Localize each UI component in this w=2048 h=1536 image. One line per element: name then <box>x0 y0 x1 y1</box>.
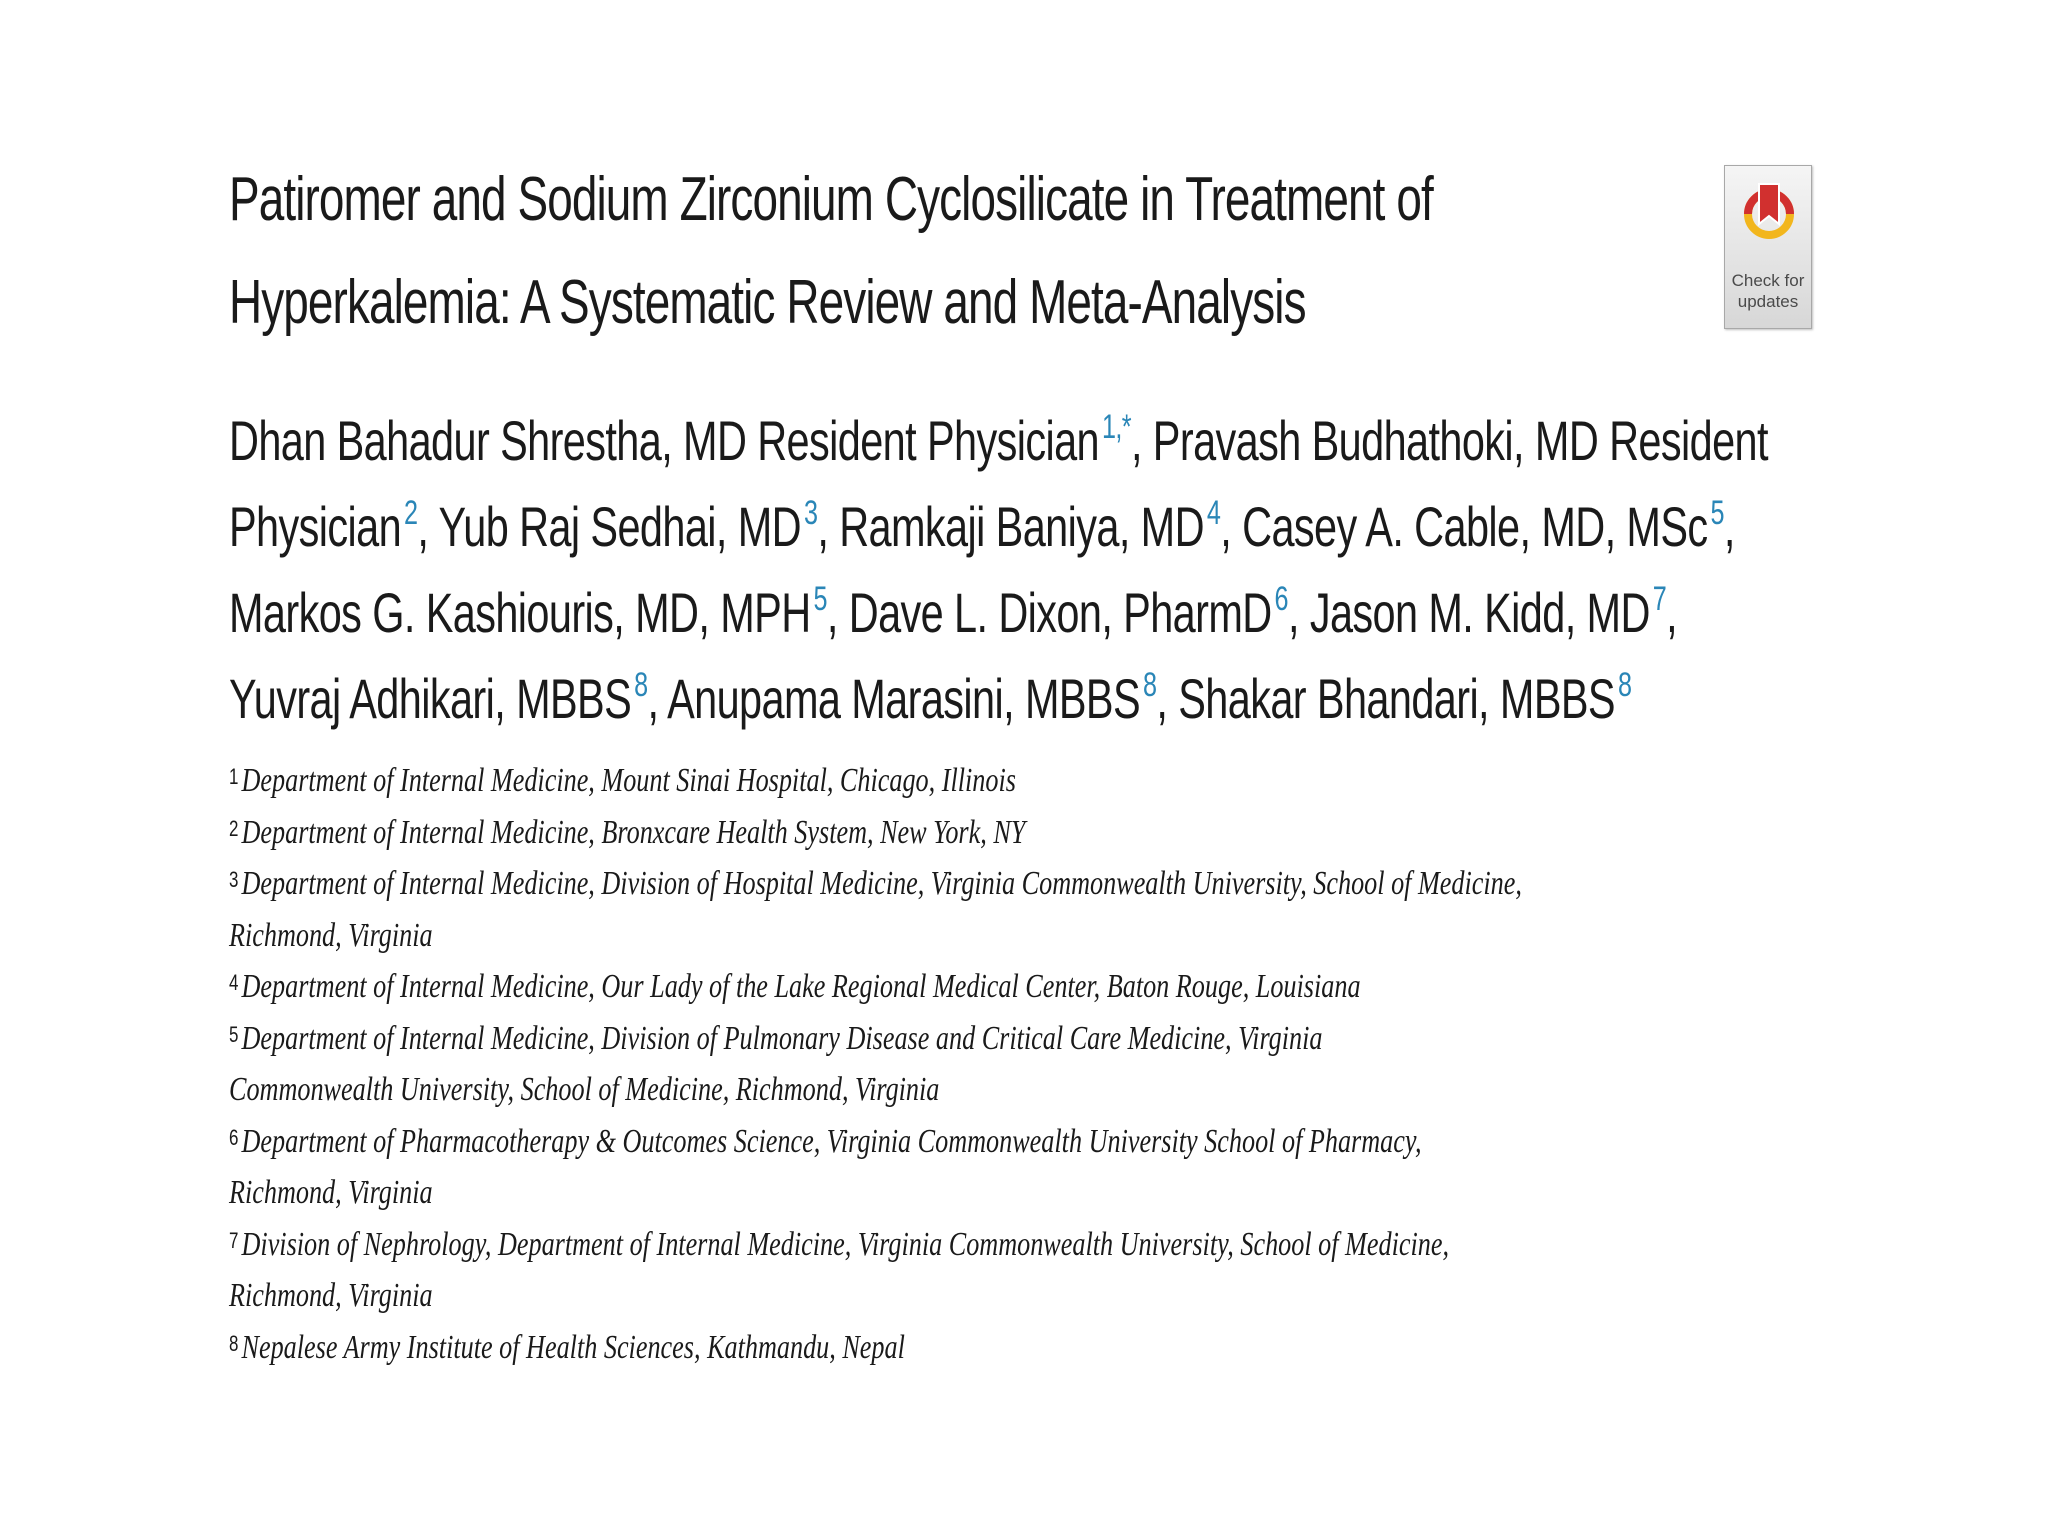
author: Ramkaji Baniya, MD$^4$, <box>839 494 1243 558</box>
affiliation-link[interactable]: 5 <box>813 580 827 618</box>
author-name: Dave L. Dixon, PharmD <box>848 581 1272 644</box>
affiliation-item <box>229 961 1538 1013</box>
paper-title-line-1: Patiromer and Sodium Zirconium Cyclosilicate in Treatment of <box>229 165 1433 234</box>
affiliation-text: Nepalese Army Institute of Health Sciences, Kathmandu, Nepal <box>241 1328 905 1366</box>
author-name: Shakar Bhandari, MBBS <box>1178 667 1615 730</box>
affiliation-list <box>229 755 1538 1373</box>
affiliation-text: Department of Internal Medicine, Mount Sinai Hospital, Chicago, Illinois <box>241 762 1016 799</box>
author: Casey A. Cable, MD, MSc$^5$, <box>1242 494 1735 558</box>
paper-title-line-2: Hyperkalemia: A Systematic Review and Meta-Analysis <box>229 268 1306 337</box>
affiliation-item <box>229 1219 1538 1322</box>
affiliation-number: 1 <box>229 764 239 789</box>
affiliation-link[interactable]: 1,* <box>1101 408 1131 446</box>
affiliation-link[interactable]: 3 <box>803 494 818 532</box>
affiliation-number: 4 <box>229 970 239 995</box>
author-name: Jason M. Kidd, MD <box>1309 581 1650 644</box>
badge-label <box>1725 270 1811 312</box>
author: Yuvraj Adhikari, MBBS$^8$, <box>229 666 668 730</box>
affiliation-item <box>229 807 1538 859</box>
author: Markos G. Kashiouris, MD, MPH$^5$, <box>229 580 849 644</box>
crossmark-icon <box>1743 178 1795 262</box>
affiliation-link[interactable]: 8 <box>634 666 648 704</box>
author-name: Ramkaji Baniya, MD <box>839 495 1204 558</box>
affiliation-text: Department of Internal Medicine, Division of Pulmonary Disease and Critical Care Medicine, Virginia Commonwealth University, School of Medicine, Richmond, Virginia <box>229 1019 1323 1108</box>
author-name: Anupama Marasini, MBBS <box>667 667 1141 730</box>
affiliation-number: 8 <box>229 1330 239 1356</box>
author: Physician$^2$, <box>229 494 439 558</box>
author-name: Casey A. Cable, MD, MSc <box>1242 495 1708 558</box>
author-name: Markos G. Kashiouris, MD, MPH <box>229 581 811 644</box>
author <box>1153 409 1768 472</box>
affiliation-text: Division of Nephrology, Department of Internal Medicine, Virginia Commonwealth University, School of Medicine, Richmond, Virginia <box>229 1225 1450 1314</box>
affiliation-text: Department of Internal Medicine, Bronxcare Health System, New York, NY <box>241 813 1026 851</box>
affiliation-item <box>229 755 1538 807</box>
affiliation-link[interactable]: 5 <box>1710 494 1724 532</box>
badge-label-line-1: Check for <box>1731 271 1805 290</box>
affiliation-item <box>229 858 1538 961</box>
affiliation-item <box>229 1116 1538 1219</box>
affiliation-item <box>229 1013 1484 1116</box>
affiliation-item <box>229 1322 1538 1374</box>
author: Dave L. Dixon, PharmD$^6$, <box>848 580 1310 644</box>
affiliation-link[interactable]: 8 <box>1142 666 1157 704</box>
affiliation-number: 6 <box>229 1124 239 1150</box>
affiliation-link[interactable]: 6 <box>1274 580 1288 618</box>
author: Anupama Marasini, MBBS$^8$, <box>667 666 1179 730</box>
author-name: Yub Raj Sedhai, MD <box>438 495 801 558</box>
affiliation-link[interactable]: 7 <box>1652 580 1667 618</box>
paper-title <box>229 148 1561 354</box>
badge-label-line-2: updates <box>1737 292 1799 311</box>
author: Yub Raj Sedhai, MD$^3$, <box>438 494 840 558</box>
affiliation-number: 3 <box>229 867 239 892</box>
author: Dhan Bahadur Shrestha, MD Resident Physician$^{1,*}$, <box>229 408 1153 472</box>
author <box>1178 667 1631 730</box>
affiliation-link[interactable]: 4 <box>1206 494 1221 532</box>
check-for-updates-badge[interactable] <box>1724 165 1812 329</box>
affiliation-number: 2 <box>229 815 239 841</box>
author-list <box>229 402 1857 746</box>
author-name: Physician <box>229 495 402 558</box>
affiliation-link[interactable]: 2 <box>403 494 418 532</box>
affiliation-text: Department of Internal Medicine, Division of Hospital Medicine, Virginia Commonwealth University, School of Medicine, Richmond, Virginia <box>229 865 1522 954</box>
author-name: Yuvraj Adhikari, MBBS <box>229 667 632 730</box>
affiliation-number: 5 <box>229 1021 239 1047</box>
affiliation-number: 7 <box>229 1227 239 1253</box>
author-name: Dhan Bahadur Shrestha, MD Resident Physician <box>229 409 1099 472</box>
author: Jason M. Kidd, MD$^7$, <box>1309 580 1678 644</box>
author-name: Pravash Budhathoki, MD Resident <box>1152 409 1768 472</box>
affiliation-text: Department of Pharmacotherapy & Outcomes Science, Virginia Commonwealth University School of Pharmacy, Richmond, Virginia <box>229 1122 1422 1211</box>
affiliation-text: Department of Internal Medicine, Our Lady of the Lake Regional Medical Center, Baton Rouge, Louisiana <box>241 968 1361 1005</box>
affiliation-link[interactable]: 8 <box>1617 666 1632 704</box>
